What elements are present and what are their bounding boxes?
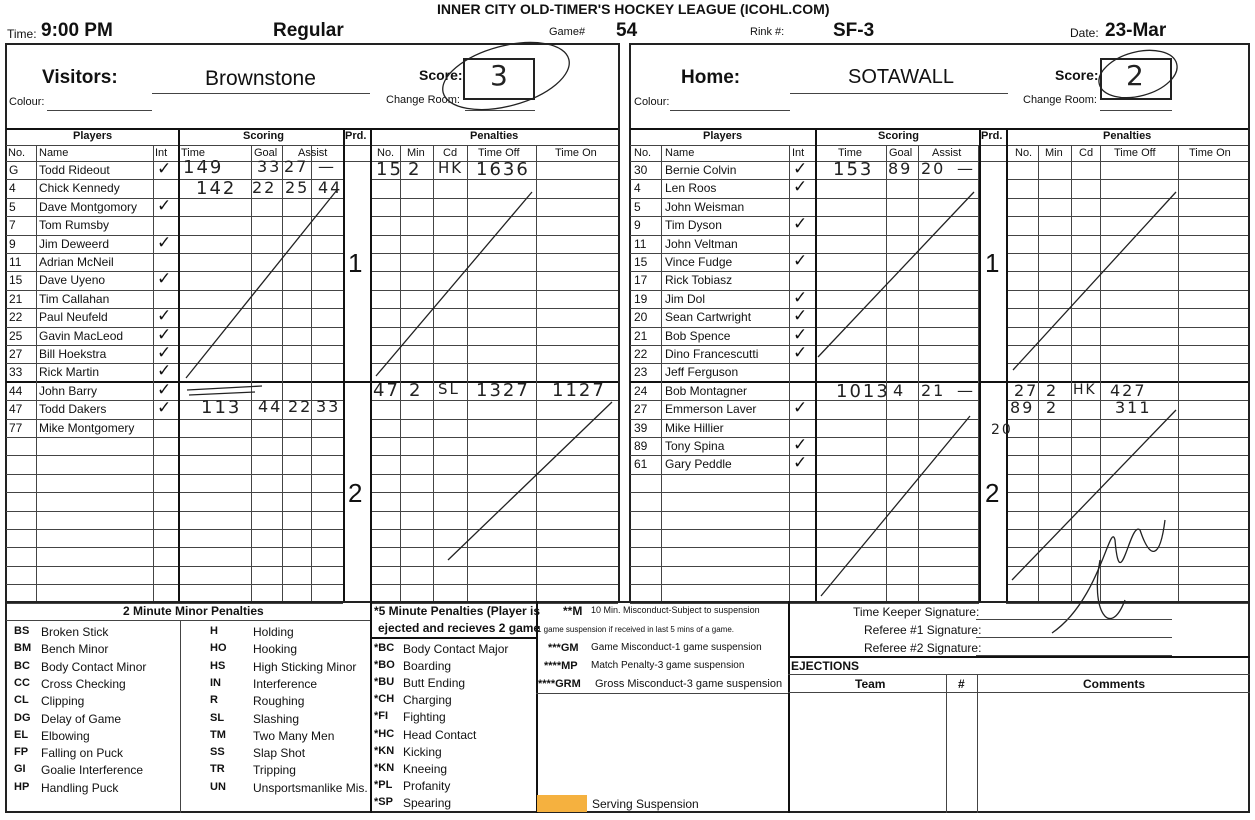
major-penalty-code: *BC — [374, 642, 395, 654]
penalty-code: HS — [210, 659, 226, 672]
penalty-code: HO — [210, 642, 227, 655]
penalty-code: FP — [14, 746, 29, 759]
visitors-goal-header: Goal — [254, 147, 278, 159]
visitors-player-checkmark: ✓ — [157, 343, 172, 363]
major-penalty-code: *HC — [374, 727, 395, 740]
ejections-title: EJECTIONS — [791, 659, 860, 673]
visitors-player-checkmark: ✓ — [157, 269, 172, 290]
visitors-period-1: 1 — [348, 248, 363, 278]
penalty-description: Unsportsmanlike Mis. — [253, 780, 368, 795]
home-player-name: Jeff Ferguson — [665, 365, 739, 380]
penalty-code: EL — [14, 728, 29, 741]
major-penalty-code: *KN — [374, 761, 395, 774]
misconduct-desc: 10 Min. Misconduct-Subject to suspension — [591, 605, 760, 615]
visitors-score-row-assist1: 25 — [285, 178, 310, 197]
penalty-code: DG — [14, 711, 31, 724]
visitors-player-number: 15 — [9, 273, 23, 288]
visitors-player-number: 9 — [9, 236, 16, 251]
visitors-player-number: 44 — [9, 383, 23, 398]
home-player-number: 19 — [634, 291, 648, 306]
visitors-player-number: 4 — [9, 181, 16, 196]
penalty-code: TR — [210, 763, 225, 776]
home-pen-no-header: No. — [1015, 147, 1033, 159]
visitors-score-row-assist2: — — [318, 157, 336, 176]
penalty-code: GI — [14, 763, 26, 776]
penalty-code: SS — [210, 746, 225, 759]
date-label: Date: — [1070, 26, 1099, 40]
home-player-name: Bob Spence — [665, 328, 731, 343]
visitors-score-row-goal: 44 — [258, 397, 283, 416]
home-player-number: 89 — [634, 439, 648, 453]
penalty-description: Hooking — [253, 642, 298, 657]
home-score-row-goal: 4 — [893, 381, 906, 400]
visitors-player-name: Todd Dakers — [39, 402, 107, 417]
visitors-int-header: Int — [155, 147, 168, 159]
home-player-number: 20 — [634, 310, 648, 325]
visitors-player-name: Tom Rumsby — [39, 218, 110, 233]
misconduct-desc: Gross Misconduct-3 game suspension — [595, 678, 783, 690]
home-player-checkmark: ✓ — [793, 398, 808, 419]
visitors-pen-off: 1636 — [476, 159, 530, 180]
game-type: Regular — [273, 20, 344, 41]
home-pen-no: 27 — [1014, 381, 1039, 400]
visitors-player-name: Dave Montgomory — [39, 199, 138, 214]
visitors-players-header: Players — [73, 130, 113, 142]
major-penalty-code: *KN — [374, 744, 395, 757]
visitors-player-checkmark: ✓ — [157, 379, 172, 400]
major-penalty-code: *FI — [374, 710, 389, 723]
penalty-description: Tripping — [253, 763, 296, 778]
serving-suspension-label: Serving Suspension — [592, 797, 699, 811]
home-player-number: 23 — [634, 365, 648, 380]
visitors-label: Visitors: — [42, 67, 118, 88]
visitors-period-2: 2 — [348, 478, 363, 508]
home-player-name: Gary Peddle — [665, 457, 732, 472]
visitors-pen-min-header: Min — [407, 147, 425, 159]
visitors-score-row-assist2: 33 — [316, 397, 341, 416]
home-time-on-header: Time On — [1189, 147, 1231, 159]
home-player-checkmark: ✓ — [793, 159, 808, 179]
visitors-pen-off: 1327 — [476, 380, 530, 401]
visitors-name-header: Name — [39, 147, 69, 159]
major-penalty-description: Head Contact — [403, 727, 477, 742]
misconduct-desc: Game Misconduct-1 game suspension — [591, 642, 762, 653]
game-label: Game# — [549, 26, 586, 38]
visitors-no-header: No. — [8, 147, 26, 159]
home-player-name: Vince Fudge — [665, 255, 733, 269]
visitors-pen-no: 47 — [373, 380, 400, 401]
visitors-player-number: 77 — [9, 420, 23, 435]
home-team-name: SOTAWALL — [848, 66, 954, 88]
penalty-description: Interference — [253, 676, 318, 691]
major-penalties-title: *5 Minute Penalties (Player is — [374, 604, 541, 618]
major-penalty-description: Boarding — [403, 659, 452, 674]
visitors-player-number: 47 — [9, 402, 23, 417]
home-score-row-time: 153 — [833, 159, 874, 180]
penalty-code: IN — [210, 676, 221, 689]
home-goal-header: Goal — [889, 147, 913, 159]
visitors-time-header: Time — [181, 147, 206, 159]
penalty-code: BS — [14, 625, 30, 637]
visitors-score-row-assist1: 22 — [288, 397, 313, 416]
home-player-number: 30 — [634, 163, 648, 177]
penalty-code: BM — [14, 642, 32, 655]
visitors-player-name: Adrian McNeil — [39, 255, 114, 269]
penalty-description: Cross Checking — [41, 676, 126, 691]
major-penalty-description: Butt Ending — [403, 676, 466, 691]
home-player-name: John Veltman — [665, 236, 738, 251]
home-player-checkmark: ✓ — [793, 324, 808, 345]
home-change-room-label: Change Room: — [1023, 94, 1097, 106]
home-player-checkmark: ✓ — [793, 251, 808, 271]
penalty-description: Delay of Game — [41, 711, 122, 726]
misconduct-code: ****GRM — [538, 678, 581, 690]
misconduct-code: ***GM — [548, 642, 579, 654]
home-colour-label: Colour: — [634, 96, 670, 108]
home-pen-min-header: Min — [1045, 147, 1063, 159]
referee1-signature-label: Referee #1 Signature: — [864, 623, 982, 637]
major-penalty-code: *SP — [374, 795, 393, 808]
major-penalty-description: Charging — [403, 693, 452, 708]
home-extra-note: 20 — [991, 422, 1013, 438]
visitors-player-checkmark: ✓ — [157, 195, 172, 216]
serving-suspension-swatch — [537, 795, 587, 812]
ejections-number-header: # — [958, 677, 965, 691]
time-value: 9:00 PM — [41, 20, 113, 41]
visitors-player-checkmark: ✓ — [157, 232, 172, 253]
home-player-name: John Weisman — [665, 199, 745, 214]
visitors-player-number: 22 — [9, 310, 23, 325]
home-pen-off: 427 — [1110, 381, 1147, 400]
visitors-change-room-label: Change Room: — [386, 94, 460, 106]
home-score-value: 2 — [1126, 59, 1146, 92]
penalty-code: TM — [210, 728, 226, 741]
rink-label: Rink #: — [750, 26, 785, 38]
major-penalty-description: Kicking — [403, 744, 442, 759]
home-time-header: Time — [838, 147, 863, 159]
visitors-player-number: 25 — [9, 328, 23, 343]
visitors-player-name: Bill Hoekstra — [39, 347, 107, 361]
time-label: Time: — [7, 27, 37, 41]
home-score-label: Score: — [1055, 67, 1099, 83]
major-penalty-description: Profanity — [403, 778, 451, 793]
home-player-checkmark: ✓ — [793, 177, 808, 198]
home-pen-off: 311 — [1115, 398, 1152, 417]
major-penalty-code: *CH — [374, 693, 395, 706]
home-prd-header: Prd. — [981, 130, 1003, 142]
visitors-player-number: 33 — [9, 365, 23, 380]
penalty-code: UN — [210, 780, 226, 793]
home-period-1: 1 — [985, 248, 1000, 278]
visitors-player-number: 7 — [9, 218, 16, 233]
rink-value: SF-3 — [833, 20, 875, 41]
visitors-score-row-time: 142 — [196, 178, 237, 199]
visitors-pen-on: 1127 — [552, 380, 606, 401]
penalty-code: CL — [14, 694, 29, 707]
home-player-name: Tim Dyson — [665, 218, 722, 233]
visitors-player-number: 27 — [9, 347, 23, 361]
penalty-description: Handling Puck — [41, 780, 119, 795]
visitors-player-number: G — [9, 163, 19, 177]
visitors-player-name: Paul Neufeld — [39, 310, 108, 325]
penalty-code: H — [210, 625, 218, 637]
home-player-number: 21 — [634, 328, 648, 343]
ejections-comments-header: Comments — [1083, 677, 1146, 691]
home-pen-cd-header: Cd — [1079, 147, 1094, 159]
major-penalty-code: *PL — [374, 778, 393, 791]
home-player-checkmark: ✓ — [793, 287, 808, 308]
home-label: Home: — [681, 67, 741, 88]
visitors-player-number: 5 — [9, 199, 16, 214]
home-score-row-goal: 89 — [888, 159, 913, 178]
home-player-name: Bernie Colvin — [665, 163, 737, 177]
penalty-description: Body Contact Minor — [41, 659, 147, 674]
home-player-name: Emmerson Laver — [665, 402, 757, 417]
home-pen-no: 89 — [1010, 398, 1035, 417]
visitors-player-name: Todd Rideout — [39, 163, 110, 177]
home-period-2: 2 — [985, 478, 1000, 508]
misconduct-note: 1 game suspension if received in last 5 mins of a game. — [537, 625, 734, 634]
home-player-number: 5 — [634, 199, 641, 214]
home-player-checkmark: ✓ — [793, 435, 808, 455]
home-int-header: Int — [792, 147, 805, 159]
visitors-score-row-assist2: 44 — [318, 178, 343, 197]
home-score-row-assist1: 20 — [921, 159, 946, 178]
referee2-signature-label: Referee #2 Signature: — [864, 641, 982, 655]
penalty-code: CC — [14, 676, 30, 689]
home-pen-min: 2 — [1046, 398, 1059, 417]
visitors-pen-min: 2 — [408, 159, 422, 180]
home-player-number: 17 — [634, 273, 648, 288]
home-player-checkmark: ✓ — [793, 306, 808, 327]
home-player-number: 22 — [634, 347, 648, 361]
home-player-number: 15 — [634, 255, 648, 269]
home-pen-cd: HK — [1073, 382, 1097, 398]
home-player-name: Len Roos — [665, 181, 717, 196]
visitors-penalties-header: Penalties — [470, 130, 519, 142]
penalty-code: BC — [14, 659, 30, 672]
home-player-number: 39 — [634, 420, 648, 435]
penalty-description: Roughing — [253, 694, 305, 709]
visitors-pen-min: 2 — [409, 380, 423, 401]
home-player-checkmark: ✓ — [793, 343, 808, 363]
visitors-player-checkmark: ✓ — [157, 159, 172, 179]
home-player-checkmark: ✓ — [793, 214, 808, 235]
visitors-assist-header: Assist — [298, 147, 328, 159]
visitors-prd-header: Prd. — [345, 130, 367, 142]
penalty-description: Two Many Men — [253, 728, 335, 743]
ejections-team-header: Team — [855, 677, 886, 691]
home-player-number: 27 — [634, 402, 648, 417]
visitors-score-row-time: 149 — [183, 157, 224, 178]
visitors-pen-cd: HK — [438, 159, 464, 177]
penalty-description: Slashing — [253, 711, 300, 726]
home-players-header: Players — [703, 130, 743, 142]
home-player-number: 9 — [634, 218, 641, 233]
visitors-player-name: Tim Callahan — [39, 291, 110, 306]
home-player-number: 24 — [634, 383, 648, 398]
home-score-row-time: 1013 — [836, 381, 890, 402]
major-penalty-code: *BU — [374, 676, 395, 689]
visitors-score-row-assist1: 27 — [284, 157, 309, 176]
visitors-player-name: John Barry — [39, 383, 98, 398]
penalty-code: R — [210, 694, 218, 707]
penalty-description: Slap Shot — [253, 746, 306, 761]
home-player-checkmark: ✓ — [793, 453, 808, 474]
home-name-header: Name — [665, 147, 695, 159]
penalty-description: High Sticking Minor — [253, 659, 357, 674]
home-player-number: 11 — [634, 236, 647, 251]
visitors-player-checkmark: ✓ — [157, 398, 172, 419]
penalty-code: HP — [14, 780, 30, 793]
visitors-pen-no: 15 — [376, 159, 403, 180]
home-player-name: Jim Dol — [665, 291, 706, 306]
visitors-score-label: Score: — [419, 67, 463, 83]
visitors-score-row-goal: 33 — [257, 157, 282, 176]
home-player-name: Bob Montagner — [665, 383, 748, 398]
visitors-score-row-time: 113 — [201, 397, 242, 418]
date-value: 23-Mar — [1105, 20, 1167, 41]
visitors-score-value: 3 — [490, 59, 510, 92]
visitors-player-checkmark: ✓ — [157, 324, 172, 345]
home-player-name: Mike Hillier — [665, 420, 724, 435]
home-penalties-header: Penalties — [1103, 130, 1152, 142]
visitors-pen-cd-header: Cd — [443, 147, 458, 159]
home-time-off-header: Time Off — [1114, 147, 1156, 159]
visitors-time-on-header: Time On — [555, 147, 597, 159]
penalty-description: Elbowing — [41, 728, 90, 743]
major-penalties-title-2: ejected and recieves 2 game — [378, 621, 541, 635]
visitors-colour-label: Colour: — [9, 96, 45, 108]
visitors-player-name: Rick Martin — [39, 365, 100, 380]
misconduct-code: ****MP — [544, 660, 578, 672]
penalty-description: Bench Minor — [41, 642, 109, 657]
home-player-number: 61 — [634, 457, 648, 472]
home-scoring-header: Scoring — [878, 130, 919, 142]
home-score-row-assist2: — — [957, 159, 975, 178]
visitors-pen-cd: SL — [438, 380, 460, 398]
visitors-player-number: 11 — [9, 255, 22, 269]
visitors-player-name: Dave Uyeno — [39, 273, 106, 288]
league-title: INNER CITY OLD-TIMER'S HOCKEY LEAGUE (ICOHL.COM) — [437, 1, 830, 17]
home-player-name: Dino Francescutti — [665, 347, 759, 361]
visitors-time-off-header: Time Off — [478, 147, 520, 159]
visitors-score-row-goal: 22 — [252, 178, 277, 197]
visitors-player-name: Mike Montgomery — [39, 420, 135, 435]
visitors-team-name: Brownstone — [205, 67, 316, 90]
visitors-player-name: Gavin MacLeod — [39, 328, 124, 343]
major-penalty-description: Spearing — [403, 795, 452, 810]
visitors-player-name: Jim Deweerd — [39, 236, 110, 251]
home-player-name: Sean Cartwright — [665, 310, 752, 325]
major-penalty-description: Body Contact Major — [403, 642, 509, 656]
penalty-description: Goalie Interference — [41, 763, 144, 778]
home-player-name: Rick Tobiasz — [665, 273, 733, 288]
penalty-description: Broken Stick — [41, 625, 109, 639]
major-penalty-code: *BO — [374, 659, 395, 672]
home-score-row-assist2: — — [957, 381, 975, 400]
major-penalty-description: Fighting — [403, 710, 446, 725]
misconduct-desc: Match Penalty-3 game suspension — [591, 660, 745, 671]
home-assist-header: Assist — [932, 147, 962, 159]
penalty-code: SL — [210, 711, 225, 724]
visitors-player-checkmark: ✓ — [157, 361, 172, 382]
home-pen-min: 2 — [1046, 381, 1059, 400]
timekeeper-signature-label: Time Keeper Signature: — [853, 605, 980, 619]
home-score-row-assist1: 21 — [921, 381, 946, 400]
major-penalty-description: Kneeing — [403, 761, 448, 776]
penalty-description: Holding — [253, 625, 294, 639]
penalty-description: Falling on Puck — [41, 746, 124, 761]
home-no-header: No. — [634, 147, 652, 159]
minor-penalties-title: 2 Minute Minor Penalties — [123, 604, 264, 618]
visitors-player-name: Chick Kennedy — [39, 181, 120, 196]
home-player-number: 4 — [634, 181, 641, 196]
visitors-player-checkmark: ✓ — [157, 306, 172, 327]
visitors-scoring-header: Scoring — [243, 130, 284, 142]
penalty-description: Clipping — [41, 694, 85, 709]
visitors-player-number: 21 — [9, 291, 23, 306]
misconduct-code: **M — [563, 604, 583, 618]
home-player-name: Tony Spina — [665, 439, 725, 453]
game-number: 54 — [616, 20, 638, 41]
visitors-pen-no-header: No. — [377, 147, 395, 159]
